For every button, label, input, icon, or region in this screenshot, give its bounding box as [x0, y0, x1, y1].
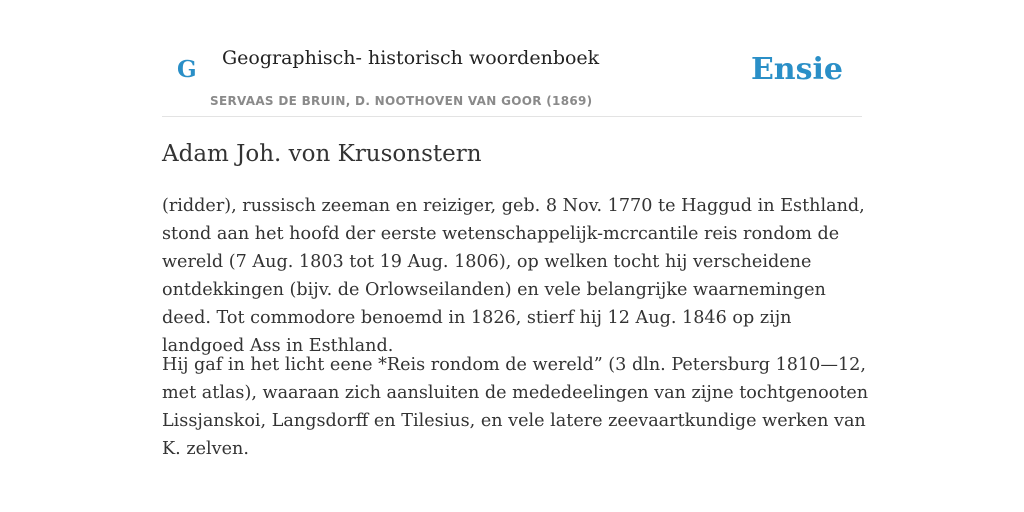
ensie-logo[interactable]: Ensie	[750, 52, 843, 87]
entry-paragraph: Hij gaf in het licht eene *Reis rondom de wereld” (3 dln. Petersburg 1810—12, met atlas), waaraan zich aansluiten de mededeelingen van zijne tochtgenooten Lissjanskoi, Langsdorff en Tilesius, en vele latere zeevaartkundige werken van K. zelven.	[162, 355, 869, 459]
entry-title: Adam Joh. von Krusonstern	[162, 141, 482, 167]
book-author: SERVAAS DE BRUIN, D. NOOTHOVEN VAN GOOR (1869)	[210, 94, 593, 108]
book-title-link[interactable]: Geographisch- historisch woordenboek	[222, 47, 600, 69]
entry-paragraph: (ridder), russisch zeeman en reiziger, geb. 8 Nov. 1770 te Haggud in Esthland, stond aan het hoofd der eerste wetenschappelijk-mcrcantile reis rondom de wereld (7 Aug. 1803 tot 19 Aug. 1806), op welken tocht hij verscheidene ontdekkingen (bijv. de Orlowseilanden) en vele belangrijke waarnemingen deed. Tot commodore benoemd in 1826, stierf hij 12 Aug. 1846 op zijn landgoed Ass in Esthland.	[162, 196, 865, 356]
page-container	[162, 0, 869, 459]
book-letter-icon[interactable]: G	[177, 56, 197, 83]
source-header	[162, 0, 862, 117]
